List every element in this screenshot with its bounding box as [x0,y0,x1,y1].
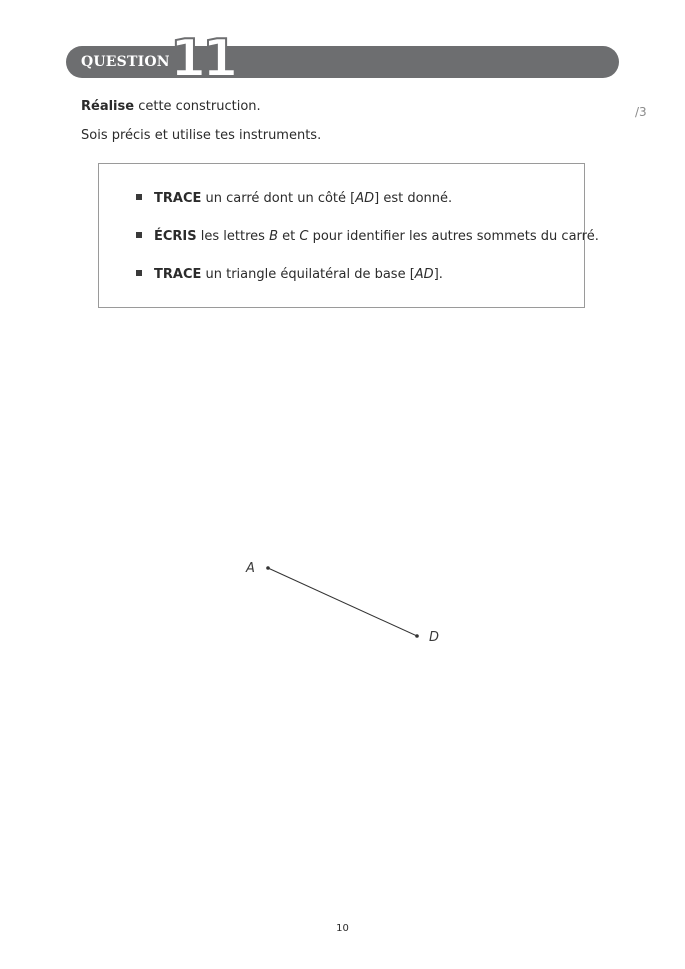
segment-ad [268,568,417,636]
instruction-text: ]. [433,267,443,282]
intro-rest: cette construction. [134,99,261,114]
instruction-var: AD [414,267,434,282]
instruction-text: un carré dont un côté [ [201,191,356,206]
question-number: 11 [170,29,235,89]
question-label: QUESTION [81,54,170,70]
point-d-label: D [429,630,440,645]
point-a-label: A [246,561,255,576]
intro-verb: Réalise [81,99,135,114]
instruction-var: B [269,229,278,244]
instruction-verb: TRACE [154,267,202,282]
instruction-verb: TRACE [154,191,202,206]
page-number: 10 [336,923,349,934]
score-indicator: /3 [635,105,647,119]
point-a-marker [266,566,270,570]
instruction-var: C [299,229,309,244]
instruction-text: un triangle équilatéral de base [ [201,267,415,282]
instruction-var: AD [355,191,375,206]
point-d-marker [415,634,419,638]
instruction-verb: ÉCRIS [154,229,197,244]
instruction-text: pour identifier les autres sommets du carré. [308,229,599,244]
instruction-text: les lettres [196,229,270,244]
instruction-text: et [277,229,300,244]
intro-line-2: Sois précis et utilise tes instruments. [81,128,322,143]
instruction-text: ] est donné. [374,191,453,206]
